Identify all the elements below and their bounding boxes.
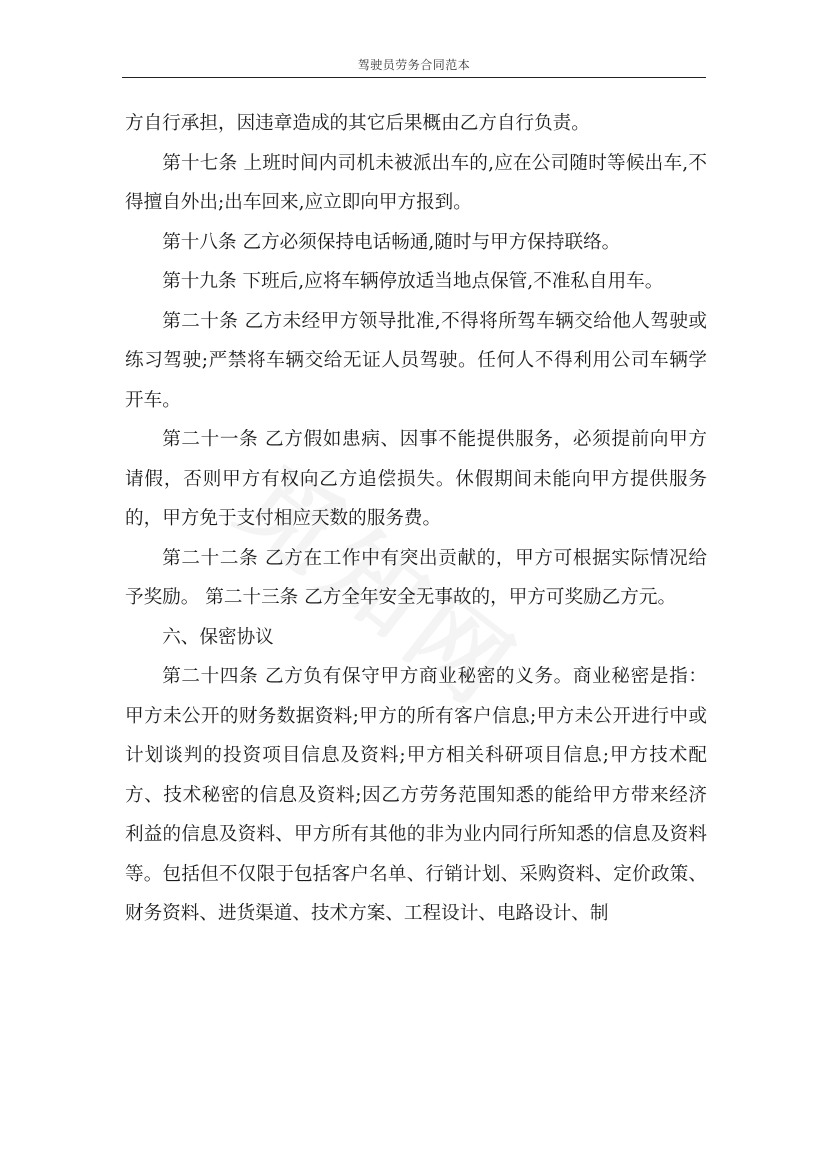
paragraph-article-22-23: 第二十二条 乙方在工作中有突出贡献的，甲方可根据实际情况给予奖励。 第二十三条 乙方全年安全无事故的，甲方可奖励乙方元。 bbox=[125, 547, 707, 608]
section-heading-confidentiality: 六、保密协议 bbox=[162, 626, 274, 648]
paragraph-article-19: 第十九条 下班后,应将车辆停放适当地点保管,不准私自用车。 bbox=[162, 271, 664, 292]
document-body bbox=[125, 104, 707, 934]
header-divider bbox=[122, 77, 706, 78]
page-header-title: 驾驶员劳务合同范本 bbox=[357, 58, 471, 72]
paragraph-continuation: 方自行承担，因违章造成的其它后果概由乙方自行负责。 bbox=[125, 113, 590, 134]
paragraph-article-24: 第二十四条 乙方负有保守甲方商业秘密的义务。商业秘密是指：甲方未公开的财务数据资料;甲方的所有客户信息;甲方未公开进行中或计划谈判的投资项目信息及资料;甲方相关科研项目信息;甲方技术配方、技术秘密的信息及资料;因乙方劳务范围知悉的能给甲方带来经济利益的信息及资料、甲方所有其他的非为业内同行所知悉的信息及资料等。包括但不仅限于包括客户名单、行销计划、采购资料、定价政策、财务资料、进货渠道、技术方案、工程设计、电路设计、制 bbox=[125, 666, 707, 924]
paragraph-article-17: 第十七条 上班时间内司机未被派出车的,应在公司随时等候出车,不得擅自外出;出车回来,应立即向甲方报到。 bbox=[125, 152, 707, 213]
paragraph-article-20: 第二十条 乙方未经甲方领导批准,不得将所驾车辆交给他人驾驶或练习驾驶;严禁将车辆交给无证人员驾驶。任何人不得利用公司车辆学开车。 bbox=[125, 310, 707, 411]
paragraph-article-18: 第十八条 乙方必须保持电话畅通,随时与甲方保持联络。 bbox=[162, 231, 621, 253]
paragraph-article-21: 第二十一条 乙方假如患病、因事不能提供服务，必须提前向甲方请假，否则甲方有权向乙方追偿损失。休假期间未能向甲方提供服务的，甲方免于支付相应天数的服务费。 bbox=[125, 429, 707, 529]
